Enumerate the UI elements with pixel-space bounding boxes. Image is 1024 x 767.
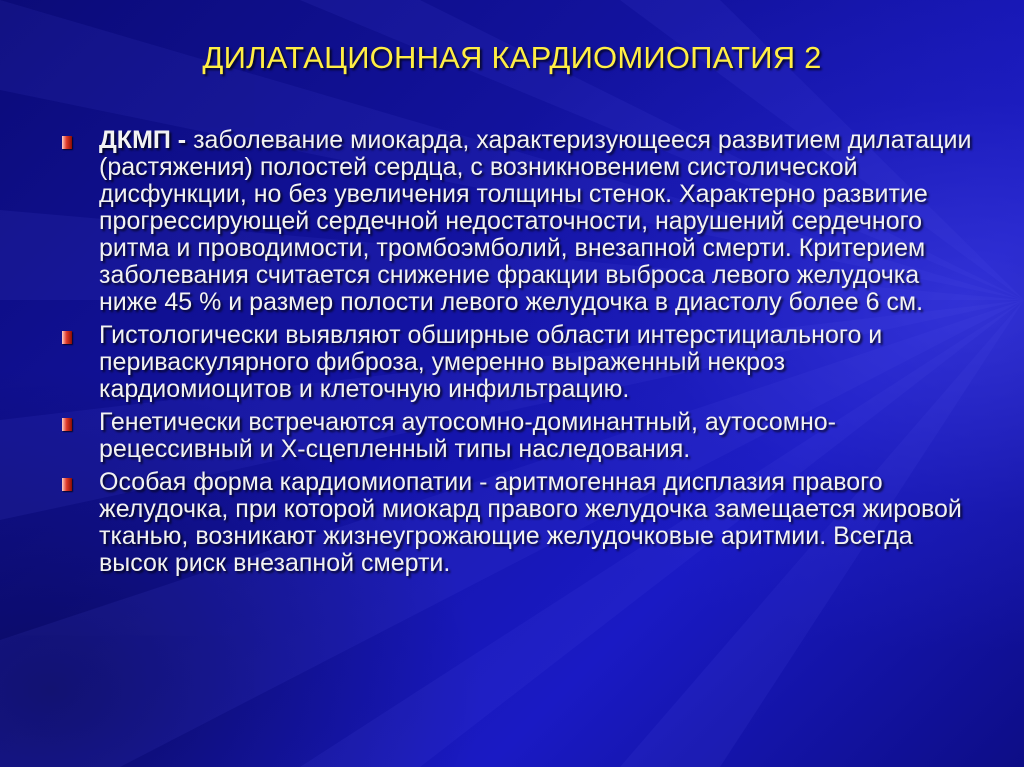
bullet-item-arrhythmogenic bbox=[62, 469, 982, 577]
bullet-term: ДКМП - bbox=[99, 126, 187, 154]
bullet-text: Генетически встречаются аутосомно-доминантный, аутосомно-рецессивный и Х-сцепленный типы наследования. bbox=[99, 408, 836, 463]
bullet-item-genetics bbox=[62, 409, 982, 463]
bullet-icon bbox=[62, 478, 72, 491]
bullet-text bbox=[99, 127, 982, 316]
bullet-item-histology bbox=[62, 322, 982, 403]
bullet-icon bbox=[62, 136, 72, 149]
slide-title: ДИЛАТАЦИОННАЯ КАРДИОМИОПАТИЯ 2 bbox=[202, 40, 822, 75]
bullet-text: Особая форма кардиомиопатии - аритмогенная дисплазия правого желудочка, при которой миокард правого желудочка замещается жировой тканью, возникают жизнеугрожающие желудочковые аритмии. Всегда высок риск внезапной смерти. bbox=[99, 468, 962, 577]
bullet-list bbox=[62, 127, 982, 583]
bullet-icon bbox=[62, 331, 72, 344]
bullet-item-definition bbox=[62, 127, 982, 316]
bullet-text: Гистологически выявляют обширные области интерстициального и периваскулярного фиброза, умеренно выраженный некроз кардиомиоцитов и клеточную инфильтрацию. bbox=[99, 321, 883, 403]
bullet-body: заболевание миокарда, характеризующееся развитием дилатации (растяжения) полостей сердца, с возникновением систолической дисфункции, но без увеличения толщины стенок. Характерно развитие прогрессирующей сердечной недостаточности, нарушений сердечного ритма и проводимости, тромбоэмболий, внезапной смерти. Критерием заболевания считается снижение фракции выброса левого желудочка ниже 45 % и размер полости левого желудочка в диастолу более 6 см. bbox=[99, 126, 972, 316]
bullet-icon bbox=[62, 418, 72, 431]
